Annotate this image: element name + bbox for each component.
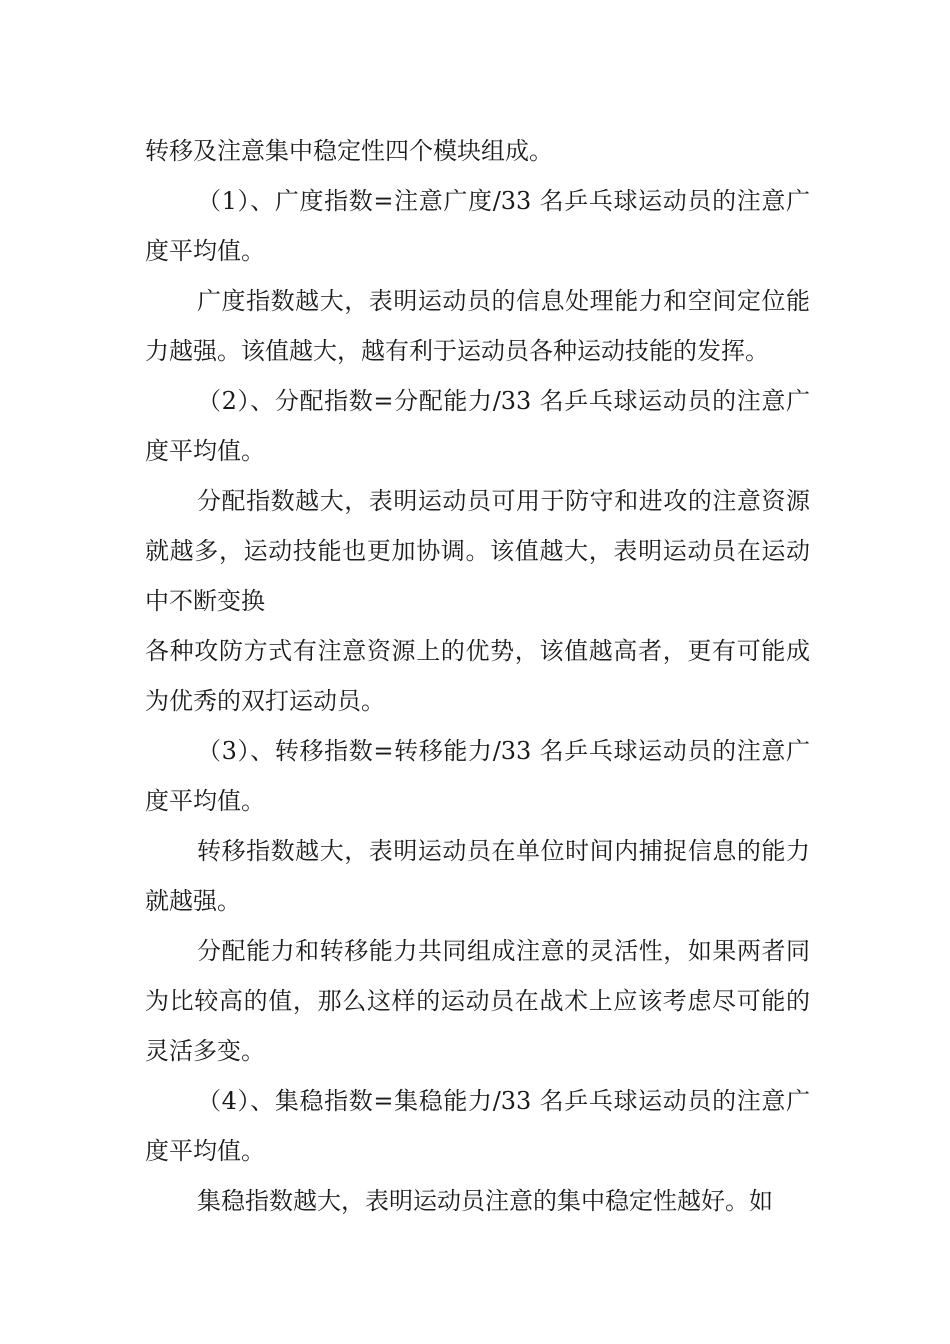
paragraph-6: 各种攻防方式有注意资源上的优势，该值越高者，更有可能成为优秀的双打运动员。 <box>145 637 810 715</box>
document-body <box>145 126 810 1226</box>
paragraph-1: 转移及注意集中稳定性四个模块组成。 <box>145 137 553 165</box>
paragraph-2: （1）、广度指数=注意广度/33 名乒乓球运动员的注意广度平均值。 <box>145 187 810 265</box>
paragraph-4: （2）、分配指数=分配能力/33 名乒乓球运动员的注意广度平均值。 <box>145 387 810 465</box>
paragraph-7: （3）、转移指数=转移能力/33 名乒乓球运动员的注意广度平均值。 <box>145 737 810 815</box>
paragraph-10: （4）、集稳指数=集稳能力/33 名乒乓球运动员的注意广度平均值。 <box>145 1087 810 1165</box>
paragraph-9: 分配能力和转移能力共同组成注意的灵活性，如果两者同为比较高的值，那么这样的运动员在战术上应该考虑尽可能的灵活多变。 <box>145 937 810 1065</box>
paragraph-11: 集稳指数越大，表明运动员注意的集中稳定性越好。如 <box>197 1187 773 1215</box>
paragraph-3: 广度指数越大，表明运动员的信息处理能力和空间定位能力越强。该值越大，越有利于运动员各种运动技能的发挥。 <box>145 287 810 365</box>
paragraph-5: 分配指数越大，表明运动员可用于防守和进攻的注意资源就越多，运动技能也更加协调。该值越大，表明运动员在运动中不断变换 <box>145 487 810 615</box>
paragraph-8: 转移指数越大，表明运动员在单位时间内捕捉信息的能力就越强。 <box>145 837 810 915</box>
